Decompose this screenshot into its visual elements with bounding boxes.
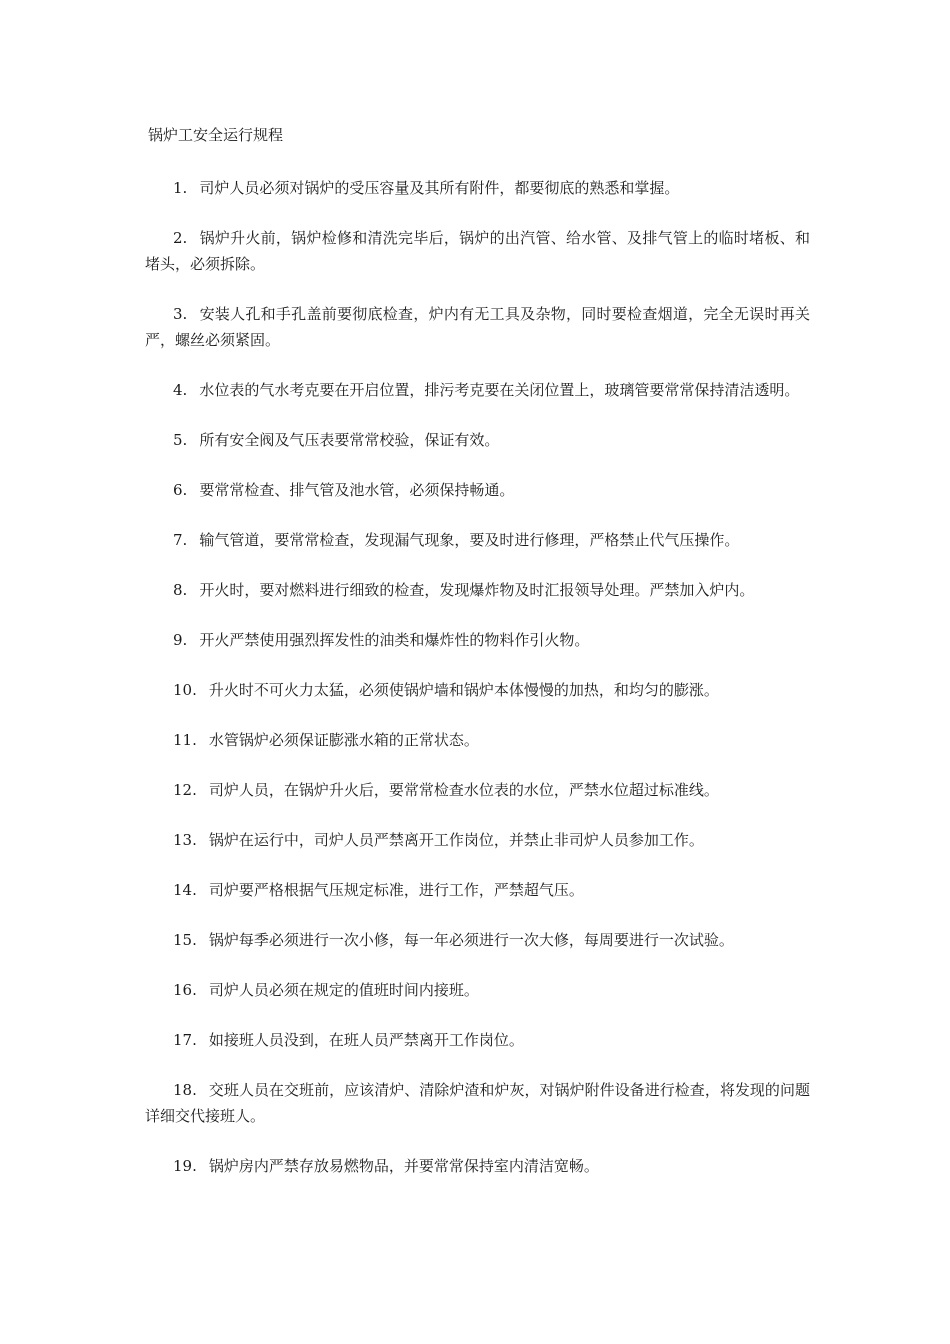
- rule-number: 2.: [173, 229, 188, 247]
- rule-number: 10.: [173, 681, 197, 699]
- rule-text: 水位表的气水考克要在开启位置，排污考克要在关闭位置上，玻璃管要常常保持清洁透明。: [199, 381, 800, 399]
- rule-number: 7.: [173, 531, 188, 549]
- rule-item-5: [145, 427, 810, 453]
- rule-text: 输气管道，要常常检查，发现漏气现象，要及时进行修理，严格禁止代气压操作。: [199, 531, 740, 549]
- rule-item-3: [145, 301, 810, 353]
- rule-item-13: [145, 827, 810, 853]
- rule-text: 锅炉在运行中，司炉人员严禁离开工作岗位，并禁止非司炉人员参加工作。: [208, 831, 704, 849]
- rule-number: 5.: [173, 431, 188, 449]
- rule-text: 水管锅炉必须保证膨涨水箱的正常状态。: [208, 731, 479, 749]
- rule-text: 锅炉升火前，锅炉检修和清洗完毕后，锅炉的出汽管、给水管、及排气管上的临时堵板、和堵头，必须拆除。: [145, 229, 810, 273]
- rule-number: 3.: [173, 305, 188, 323]
- rule-text: 开火严禁使用强烈挥发性的油类和爆炸性的物料作引火物。: [199, 631, 590, 649]
- document-title: 锅炉工安全运行规程: [148, 126, 284, 144]
- rule-text: 锅炉房内严禁存放易燃物品，并要常常保持室内清洁宽畅。: [208, 1157, 599, 1175]
- rule-number: 8.: [173, 581, 188, 599]
- rule-item-8: [145, 577, 810, 603]
- rule-number: 4.: [173, 381, 188, 399]
- rule-text: 如接班人员没到，在班人员严禁离开工作岗位。: [208, 1031, 524, 1049]
- rule-text: 升火时不可火力太猛，必须使锅炉墙和锅炉本体慢慢的加热，和均匀的膨涨。: [208, 681, 719, 699]
- rule-number: 13.: [173, 831, 197, 849]
- rule-number: 11.: [173, 731, 197, 749]
- rule-item-17: [145, 1027, 810, 1053]
- rule-number: 14.: [173, 881, 197, 899]
- rule-text: 司炉人员必须在规定的值班时间内接班。: [208, 981, 479, 999]
- rule-item-14: [145, 877, 810, 903]
- rule-number: 12.: [173, 781, 197, 799]
- rule-number: 6.: [173, 481, 188, 499]
- rule-item-15: [145, 927, 810, 953]
- rule-item-10: [145, 677, 810, 703]
- rules-list: [145, 175, 810, 1203]
- rule-number: 16.: [173, 981, 197, 999]
- rule-item-9: [145, 627, 810, 653]
- rule-text: 锅炉每季必须进行一次小修，每一年必须进行一次大修，每周要进行一次试验。: [208, 931, 734, 949]
- rule-item-11: [145, 727, 810, 753]
- rule-item-7: [145, 527, 810, 553]
- rule-text: 要常常检查、排气管及池水管，必须保持畅通。: [199, 481, 515, 499]
- rule-text: 司炉人员，在锅炉升火后，要常常检查水位表的水位，严禁水位超过标准线。: [208, 781, 719, 799]
- rule-text: 司炉要严格根据气压规定标准，进行工作，严禁超气压。: [208, 881, 584, 899]
- rule-item-1: [145, 175, 810, 201]
- rule-item-6: [145, 477, 810, 503]
- rule-item-18: [145, 1077, 810, 1129]
- rule-item-4: [145, 377, 810, 403]
- rule-text: 安装人孔和手孔盖前要彻底检查，炉内有无工具及杂物，同时要检查烟道，完全无误时再关严，螺丝必须紧固。: [145, 305, 810, 349]
- rule-item-12: [145, 777, 810, 803]
- rule-number: 17.: [173, 1031, 197, 1049]
- rule-text: 所有安全阀及气压表要常常校验，保证有效。: [199, 431, 500, 449]
- rule-item-2: [145, 225, 810, 277]
- rule-number: 15.: [173, 931, 197, 949]
- rule-number: 19.: [173, 1157, 197, 1175]
- rule-number: 18.: [173, 1081, 197, 1099]
- rule-number: 1.: [173, 179, 188, 197]
- rule-item-19: [145, 1153, 810, 1179]
- rule-text: 开火时，要对燃料进行细致的检查，发现爆炸物及时汇报领导处理。严禁加入炉内。: [199, 581, 755, 599]
- rule-text: 交班人员在交班前，应该清炉、清除炉渣和炉灰，对锅炉附件设备进行检查，将发现的问题详细交代接班人。: [145, 1081, 810, 1125]
- rule-text: 司炉人员必须对锅炉的受压容量及其所有附件，都要彻底的熟悉和掌握。: [199, 179, 680, 197]
- rule-item-16: [145, 977, 810, 1003]
- rule-number: 9.: [173, 631, 188, 649]
